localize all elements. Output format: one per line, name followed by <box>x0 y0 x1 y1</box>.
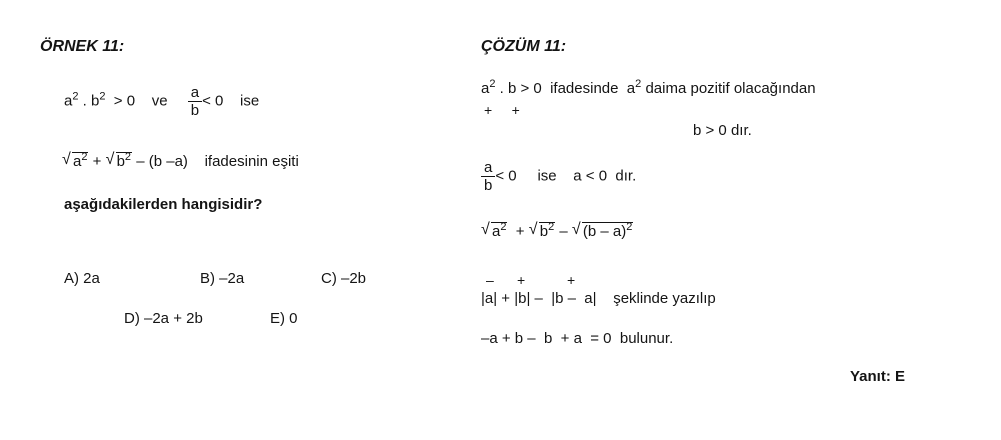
solution-line-5: |a| + |b| – |b – a| şeklinde yazılıp <box>481 290 716 307</box>
exponent: 2 <box>124 151 132 163</box>
text: + <box>507 223 529 240</box>
fraction-a-over-b <box>188 85 202 118</box>
option-e: E) 0 <box>270 310 298 327</box>
sqrt-b-squared <box>106 152 132 170</box>
option-c: C) –2b <box>321 270 367 287</box>
sqrt-b-squared <box>529 222 555 240</box>
option-b: B) –2a <box>200 270 245 287</box>
solution-line-1 <box>481 80 816 97</box>
solution-line-6: –a + b – b + a = 0 bulunur. <box>481 330 674 347</box>
text: – (b –a) ifadesinin eşiti <box>132 153 299 170</box>
text: < 0 ise <box>202 92 260 110</box>
solution-line-2: b > 0 dır. <box>693 122 752 139</box>
example-expression-line <box>62 152 299 170</box>
text: . b > 0 ifadesinde a <box>495 80 636 97</box>
solution-heading: ÇÖZÜM 11: <box>481 38 567 55</box>
solution-line-3 <box>481 160 636 193</box>
example-question: aşağıdakilerden hangisidir? <box>64 196 263 213</box>
text: + <box>88 153 106 170</box>
exponent: 2 <box>626 221 633 233</box>
text: – <box>555 223 572 240</box>
option-a: A) 2a <box>64 270 100 287</box>
text: < 0 ise a < 0 dır. <box>495 167 637 185</box>
sqrt-a-squared <box>62 152 88 170</box>
text: a <box>492 223 501 240</box>
exponent: 2 <box>81 151 88 163</box>
example-heading: ÖRNEK 11: <box>40 38 125 55</box>
exponent: 2 <box>99 90 106 103</box>
answer-label: Yanıt: E <box>850 368 906 385</box>
text: b <box>116 153 125 170</box>
text: (b – a) <box>582 223 627 240</box>
sign-annotations-1: + + <box>484 102 520 118</box>
example-condition-line <box>64 85 259 118</box>
sqrt-a-squared <box>481 222 507 240</box>
exponent: 2 <box>72 90 79 103</box>
text: . b <box>78 92 100 110</box>
solution-line-4 <box>481 222 633 240</box>
exponent: 2 <box>548 221 555 233</box>
text: b <box>539 223 549 240</box>
text: a <box>481 80 490 97</box>
exponent: 2 <box>500 221 507 233</box>
sign-plus: + <box>567 272 576 288</box>
exponent: 2 <box>489 78 496 90</box>
option-d: D) –2a + 2b <box>124 310 203 327</box>
numerator: a <box>188 85 202 102</box>
sign-minus: – <box>486 272 494 288</box>
text: a <box>73 153 82 170</box>
text: daima pozitif olacağından <box>641 80 816 97</box>
numerator: a <box>481 160 495 177</box>
text: > 0 ve <box>105 92 168 110</box>
denominator: b <box>190 102 200 119</box>
fraction-a-over-b <box>481 160 495 193</box>
text: a <box>64 92 73 110</box>
exponent: 2 <box>635 78 642 90</box>
denominator: b <box>484 177 493 194</box>
sign-plus: + <box>517 272 526 288</box>
sqrt-b-minus-a-squared <box>572 222 633 240</box>
